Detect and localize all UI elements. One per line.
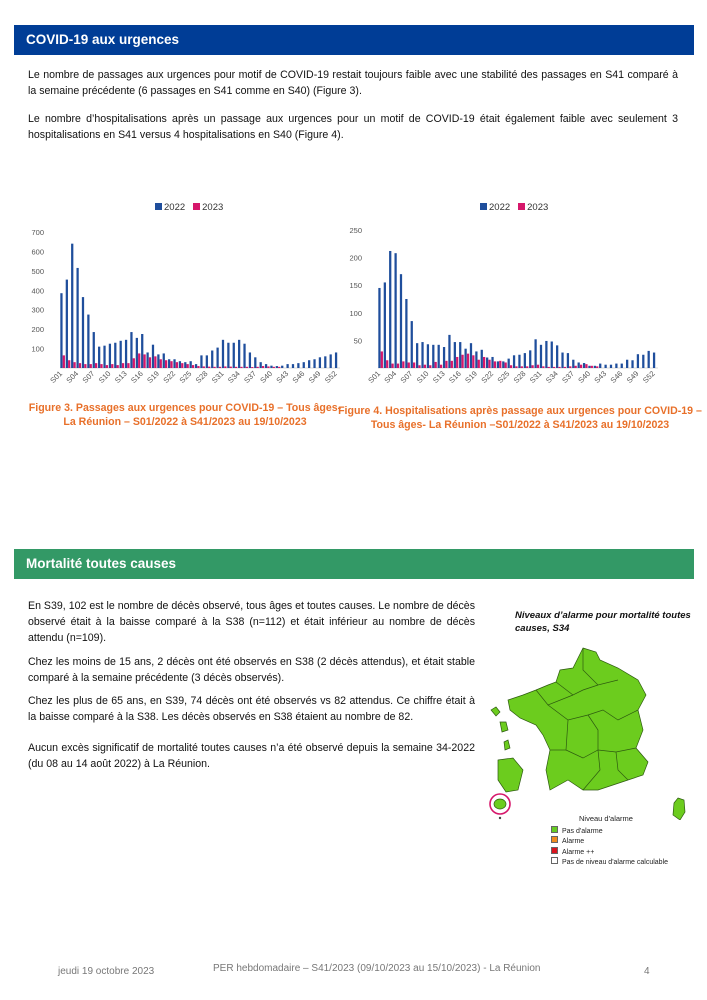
bar-2022 bbox=[120, 341, 122, 368]
x-tick-label: S31 bbox=[209, 369, 226, 385]
bar-2022 bbox=[642, 355, 644, 368]
bar-2022 bbox=[157, 354, 159, 368]
bar-2023 bbox=[381, 351, 383, 368]
x-tick-label: S40 bbox=[258, 369, 275, 385]
y-tick-label: 200 bbox=[349, 253, 362, 263]
figure4-chart bbox=[348, 220, 688, 395]
footer-title: PER hebdomadaire – S41/2023 (09/10/2023 au 15/10/2023) - La Réunion bbox=[213, 963, 541, 974]
bar-2022 bbox=[98, 347, 100, 368]
bar-2022 bbox=[286, 364, 288, 368]
bar-2022 bbox=[524, 353, 526, 368]
bar-2023 bbox=[478, 360, 480, 368]
bar-2022 bbox=[87, 315, 89, 368]
bar-2023 bbox=[154, 356, 156, 368]
bar-2023 bbox=[267, 366, 269, 368]
bar-2022 bbox=[394, 253, 396, 368]
figure3-chart bbox=[20, 220, 350, 395]
bar-2022 bbox=[227, 343, 229, 368]
covid-paragraph-2: Le nombre d’hospitalisations après un passage aux urgences pour un motif de COVID-19 était également faible avec seulement 3 hospitalisations en S41 versus 4 hospitalisations en S40 (Figure 4). bbox=[28, 113, 678, 141]
bar-2023 bbox=[235, 367, 237, 368]
x-tick-label: S25 bbox=[495, 369, 512, 385]
bar-2023 bbox=[440, 365, 442, 368]
x-tick-label: S13 bbox=[430, 369, 447, 385]
bar-2023 bbox=[397, 364, 399, 368]
bar-2023 bbox=[117, 365, 119, 368]
x-tick-label: S31 bbox=[527, 369, 544, 385]
bar-2022 bbox=[254, 357, 256, 368]
bar-2022 bbox=[588, 366, 590, 368]
bar-2022 bbox=[599, 364, 601, 368]
bar-2023 bbox=[138, 353, 140, 368]
y-tick-label: 200 bbox=[31, 325, 44, 335]
footer-page-number: 4 bbox=[644, 966, 650, 977]
bar-2022 bbox=[416, 343, 418, 368]
bar-2023 bbox=[257, 367, 259, 368]
bar-2022 bbox=[427, 344, 429, 368]
bar-2023 bbox=[542, 366, 544, 368]
x-tick-label: S16 bbox=[447, 369, 463, 385]
bar-2023 bbox=[197, 366, 199, 368]
x-tick-label: S28 bbox=[511, 369, 528, 385]
bar-2023 bbox=[515, 366, 517, 368]
bar-2023 bbox=[429, 365, 431, 368]
bar-2022 bbox=[249, 352, 251, 368]
x-tick-label: S22 bbox=[161, 369, 178, 385]
bar-2023 bbox=[488, 360, 490, 368]
section-header-covid bbox=[14, 25, 694, 55]
mortality-paragraph-4: Aucun excès significatif de mortalité toutes causes n’a été observé depuis la semaine 34-2022 (du 08 au 14 août 2022) à La Réunion. bbox=[28, 742, 475, 770]
bar-2023 bbox=[521, 366, 523, 368]
x-tick-label: S49 bbox=[624, 369, 641, 385]
bar-2022 bbox=[411, 321, 413, 368]
bar-2022 bbox=[653, 353, 655, 368]
bar-2022 bbox=[421, 342, 423, 368]
bar-2023 bbox=[413, 362, 415, 368]
bar-2022 bbox=[389, 251, 391, 368]
bar-2023 bbox=[424, 365, 426, 368]
bar-2022 bbox=[583, 363, 585, 368]
bar-2022 bbox=[491, 357, 493, 368]
bar-2023 bbox=[143, 354, 145, 368]
map-legend-item: Pas d'alarme bbox=[551, 826, 668, 837]
bar-2023 bbox=[192, 365, 194, 368]
bar-2022 bbox=[168, 359, 170, 368]
bar-2022 bbox=[637, 354, 639, 368]
x-tick-label: S01 bbox=[366, 369, 383, 385]
bar-2022 bbox=[438, 345, 440, 368]
x-tick-label: S49 bbox=[306, 369, 323, 385]
legend-item-2023: 2023 bbox=[518, 202, 548, 213]
bar-2023 bbox=[127, 363, 129, 368]
bar-2022 bbox=[534, 339, 536, 368]
x-tick-label: S46 bbox=[290, 369, 307, 385]
bar-2022 bbox=[146, 352, 148, 368]
bar-2022 bbox=[103, 346, 105, 368]
bar-2022 bbox=[459, 342, 461, 368]
bar-2022 bbox=[486, 358, 488, 368]
bar-2022 bbox=[551, 342, 553, 369]
bar-2022 bbox=[66, 280, 68, 368]
bar-2022 bbox=[615, 364, 617, 368]
bar-2022 bbox=[308, 360, 310, 368]
bar-2022 bbox=[265, 364, 267, 368]
bar-2022 bbox=[130, 332, 132, 368]
bar-2022 bbox=[233, 343, 235, 368]
bar-2022 bbox=[335, 352, 337, 368]
bar-2022 bbox=[443, 347, 445, 368]
bar-2022 bbox=[578, 362, 580, 368]
bar-2023 bbox=[596, 366, 598, 368]
legend-item-2023: 2023 bbox=[193, 202, 223, 213]
x-tick-label: S10 bbox=[414, 369, 431, 385]
bar-2023 bbox=[160, 359, 162, 368]
y-tick-label: 250 bbox=[349, 226, 362, 235]
bar-2023 bbox=[246, 367, 248, 368]
bar-2023 bbox=[176, 362, 178, 368]
bar-2023 bbox=[262, 366, 264, 368]
bar-2022 bbox=[206, 355, 208, 368]
bar-2022 bbox=[297, 363, 299, 368]
bar-2023 bbox=[402, 361, 404, 368]
y-tick-label: 700 bbox=[31, 228, 44, 237]
bar-2023 bbox=[122, 363, 124, 368]
bar-2023 bbox=[391, 364, 393, 368]
x-tick-label: S34 bbox=[543, 369, 560, 385]
y-tick-label: 100 bbox=[31, 344, 44, 354]
bar-2022 bbox=[303, 362, 305, 368]
y-tick-label: 300 bbox=[31, 305, 44, 315]
bar-2023 bbox=[537, 365, 539, 368]
chart1-legend bbox=[155, 202, 223, 213]
bar-2023 bbox=[84, 364, 86, 368]
x-tick-label: S37 bbox=[560, 369, 576, 385]
bar-2022 bbox=[276, 366, 278, 368]
bar-2023 bbox=[240, 367, 242, 368]
x-tick-label: S25 bbox=[177, 369, 194, 385]
bar-2022 bbox=[464, 349, 466, 368]
bar-2023 bbox=[111, 364, 113, 368]
x-tick-label: S01 bbox=[48, 369, 65, 385]
bar-2022 bbox=[292, 364, 294, 368]
bar-2022 bbox=[432, 345, 434, 368]
bar-2022 bbox=[502, 361, 504, 368]
bar-2023 bbox=[219, 367, 221, 368]
bar-2023 bbox=[564, 367, 566, 368]
map-martinique-2 bbox=[504, 740, 510, 750]
bar-2023 bbox=[208, 367, 210, 368]
bar-2023 bbox=[580, 365, 582, 368]
bar-2022 bbox=[179, 361, 181, 368]
bar-2022 bbox=[545, 341, 547, 368]
y-tick-label: 100 bbox=[349, 308, 362, 318]
x-tick-label: S28 bbox=[193, 369, 210, 385]
mortality-paragraph-3: Chez les plus de 65 ans, en S39, 74 décès ont été observés vs 82 attendus. Ce chiffre était à la baisse comparé à la S38. Les décès observés en S38 étaient au nombre de 82. bbox=[28, 695, 475, 723]
bar-2022 bbox=[481, 350, 483, 368]
x-tick-label: S04 bbox=[382, 369, 399, 385]
bar-2023 bbox=[73, 362, 75, 368]
map-guyane bbox=[498, 758, 523, 792]
bar-2022 bbox=[475, 351, 477, 368]
bar-2023 bbox=[203, 366, 205, 368]
map-legend bbox=[551, 815, 668, 868]
map-title: Niveaux d’alarme pour mortalité toutes causes, S34 bbox=[515, 610, 691, 634]
bar-2022 bbox=[270, 366, 272, 368]
chart2-legend bbox=[480, 202, 548, 213]
x-tick-label: S40 bbox=[576, 369, 593, 385]
x-tick-label: S46 bbox=[608, 369, 625, 385]
bar-2023 bbox=[510, 365, 512, 368]
x-tick-label: S34 bbox=[225, 369, 242, 385]
bar-2023 bbox=[149, 357, 151, 368]
bar-2022 bbox=[513, 355, 515, 368]
bar-2022 bbox=[378, 288, 380, 368]
x-tick-label: S43 bbox=[592, 369, 609, 385]
y-tick-label: 50 bbox=[353, 336, 362, 346]
bar-2022 bbox=[621, 364, 623, 368]
footer-date: jeudi 19 octobre 2023 bbox=[58, 966, 155, 977]
bar-2022 bbox=[400, 274, 402, 368]
x-tick-label: S16 bbox=[129, 369, 145, 385]
bar-2022 bbox=[648, 351, 650, 368]
bar-2022 bbox=[195, 364, 197, 368]
x-tick-label: S52 bbox=[640, 369, 657, 385]
bar-2022 bbox=[141, 334, 143, 368]
bar-2022 bbox=[470, 343, 472, 368]
bar-2022 bbox=[260, 362, 262, 368]
bar-2023 bbox=[408, 362, 410, 368]
y-tick-label: 600 bbox=[31, 247, 44, 257]
bar-2022 bbox=[561, 353, 563, 368]
map-martinique bbox=[500, 722, 508, 732]
bar-2022 bbox=[136, 338, 138, 368]
bar-2023 bbox=[585, 364, 587, 368]
bar-2023 bbox=[230, 367, 232, 368]
bar-2023 bbox=[451, 361, 453, 368]
bar-2023 bbox=[106, 365, 108, 368]
x-tick-label: S04 bbox=[64, 369, 81, 385]
bar-2023 bbox=[531, 365, 533, 368]
x-tick-label: S19 bbox=[463, 369, 480, 385]
bar-2022 bbox=[448, 335, 450, 368]
bar-2022 bbox=[60, 293, 62, 368]
bar-2022 bbox=[163, 353, 165, 368]
x-tick-label: S22 bbox=[479, 369, 496, 385]
covid-paragraph-1: Le nombre de passages aux urgences pour motif de COVID-19 restait toujours faible avec une stabilité des passages en S41 comparé à la semaine précédente (6 passages en S41 comme en S40) (Figure 3). bbox=[28, 69, 678, 97]
bar-2023 bbox=[461, 355, 463, 368]
bar-2023 bbox=[472, 355, 474, 368]
bar-2022 bbox=[190, 361, 192, 368]
x-tick-label: S37 bbox=[242, 369, 258, 385]
bar-2023 bbox=[386, 360, 388, 368]
bar-2023 bbox=[553, 367, 555, 368]
section-header-mortality bbox=[14, 549, 694, 579]
bar-2023 bbox=[456, 357, 458, 368]
bar-2022 bbox=[384, 282, 386, 368]
map-mainland bbox=[508, 648, 648, 790]
bar-2022 bbox=[497, 361, 499, 368]
bar-2022 bbox=[125, 340, 127, 368]
map-legend-item: Pas de niveau d'alarme calculable bbox=[551, 857, 668, 868]
bar-2023 bbox=[569, 366, 571, 368]
mortality-paragraph-1: En S39, 102 est le nombre de décès observé, tous âges et toutes causes. Le nombre de décès observé était à la baisse comparé à la S38 (n=112) et était inférieur au nombre de décès attendu (n=109). bbox=[28, 600, 475, 644]
bar-2023 bbox=[526, 366, 528, 368]
legend-item-2022: 2022 bbox=[155, 202, 185, 213]
bar-2022 bbox=[82, 297, 84, 368]
x-tick-label: S52 bbox=[322, 369, 339, 385]
bar-2022 bbox=[216, 348, 218, 368]
bar-2022 bbox=[184, 362, 186, 368]
bar-2022 bbox=[330, 354, 332, 368]
figure4-caption: Figure 4. Hospitalisations après passage aux urgences pour COVID-19 – Tous âges- La Réunion –S01/2022 à S41/2023 au 19/10/2023 bbox=[338, 405, 702, 431]
bar-2023 bbox=[95, 363, 97, 368]
bar-2022 bbox=[313, 359, 315, 368]
bar-2022 bbox=[152, 345, 154, 368]
bar-2023 bbox=[548, 367, 550, 368]
bar-2023 bbox=[591, 366, 593, 368]
bar-2022 bbox=[508, 359, 510, 368]
x-tick-label: S10 bbox=[96, 369, 113, 385]
bar-2023 bbox=[90, 364, 92, 368]
bar-2023 bbox=[170, 361, 172, 368]
bar-2023 bbox=[445, 361, 447, 368]
bar-2023 bbox=[467, 354, 469, 368]
bar-2023 bbox=[100, 364, 102, 368]
bar-2022 bbox=[200, 355, 202, 368]
bar-2022 bbox=[567, 353, 569, 368]
bar-2023 bbox=[273, 367, 275, 368]
x-tick-label: S07 bbox=[80, 369, 97, 385]
bar-2022 bbox=[243, 344, 245, 368]
bar-2023 bbox=[558, 367, 560, 368]
y-tick-label: 400 bbox=[31, 286, 44, 296]
bar-2022 bbox=[222, 340, 224, 368]
map-legend-item: Alarme ++ bbox=[551, 847, 668, 858]
bar-2022 bbox=[454, 342, 456, 368]
map-guadeloupe bbox=[491, 707, 500, 716]
bar-2022 bbox=[281, 366, 283, 368]
y-tick-label: 500 bbox=[31, 266, 44, 276]
bar-2022 bbox=[594, 366, 596, 368]
bar-2023 bbox=[494, 361, 496, 368]
bar-2022 bbox=[631, 360, 633, 368]
bar-2022 bbox=[324, 356, 326, 368]
bar-2023 bbox=[483, 357, 485, 368]
map-corsica bbox=[673, 798, 685, 820]
bar-2023 bbox=[278, 367, 280, 368]
bar-2023 bbox=[68, 360, 70, 368]
bar-2023 bbox=[499, 361, 501, 368]
bar-2022 bbox=[319, 357, 321, 368]
bar-2022 bbox=[71, 244, 73, 368]
bar-2023 bbox=[181, 363, 183, 368]
france-alarm-map bbox=[488, 640, 703, 820]
bar-2023 bbox=[251, 367, 253, 368]
y-tick-label: 150 bbox=[349, 281, 362, 291]
x-tick-label: S13 bbox=[112, 369, 129, 385]
legend-item-2022: 2022 bbox=[480, 202, 510, 213]
bar-2023 bbox=[505, 362, 507, 368]
bar-2022 bbox=[405, 299, 407, 368]
bar-2022 bbox=[109, 344, 111, 368]
bar-2022 bbox=[610, 365, 612, 368]
x-tick-label: S19 bbox=[145, 369, 162, 385]
bar-2022 bbox=[604, 365, 606, 368]
bar-2022 bbox=[529, 350, 531, 368]
bar-2023 bbox=[165, 360, 167, 368]
bar-2022 bbox=[572, 360, 574, 368]
bar-2023 bbox=[435, 362, 437, 368]
bar-2023 bbox=[133, 358, 135, 368]
mortality-paragraph-2: Chez les moins de 15 ans, 2 décès ont été observés en S38 (2 décès attendus), et était stable comparé à la semaine précédente (3 décès observés). bbox=[28, 656, 475, 684]
section-title: Mortalité toutes causes bbox=[26, 556, 177, 571]
bar-2022 bbox=[211, 351, 213, 368]
bar-2022 bbox=[238, 340, 240, 368]
bar-2023 bbox=[224, 366, 226, 368]
bar-2023 bbox=[418, 365, 420, 368]
bar-2022 bbox=[540, 345, 542, 368]
bar-2022 bbox=[626, 360, 628, 368]
bar-2023 bbox=[213, 367, 215, 368]
bar-2022 bbox=[114, 343, 116, 368]
bar-2023 bbox=[575, 366, 577, 368]
bar-2022 bbox=[556, 345, 558, 368]
map-legend-title: Niveau d'alarme bbox=[579, 814, 633, 823]
bar-2022 bbox=[173, 359, 175, 368]
bar-2022 bbox=[93, 332, 95, 368]
bar-2022 bbox=[518, 355, 520, 368]
bar-2023 bbox=[63, 355, 65, 368]
map-reunion bbox=[494, 799, 506, 809]
bar-2023 bbox=[79, 363, 81, 368]
bar-2023 bbox=[187, 364, 189, 368]
bar-2022 bbox=[76, 268, 78, 368]
x-tick-label: S07 bbox=[398, 369, 415, 385]
x-tick-label: S43 bbox=[274, 369, 291, 385]
section-title: COVID-19 aux urgences bbox=[26, 32, 180, 47]
map-legend-item: Alarme bbox=[551, 836, 668, 847]
figure3-caption: Figure 3. Passages aux urgences pour COVID-19 – Tous âges- La Réunion – S01/2022 à S41/2023 au 19/10/2023 bbox=[28, 402, 342, 428]
